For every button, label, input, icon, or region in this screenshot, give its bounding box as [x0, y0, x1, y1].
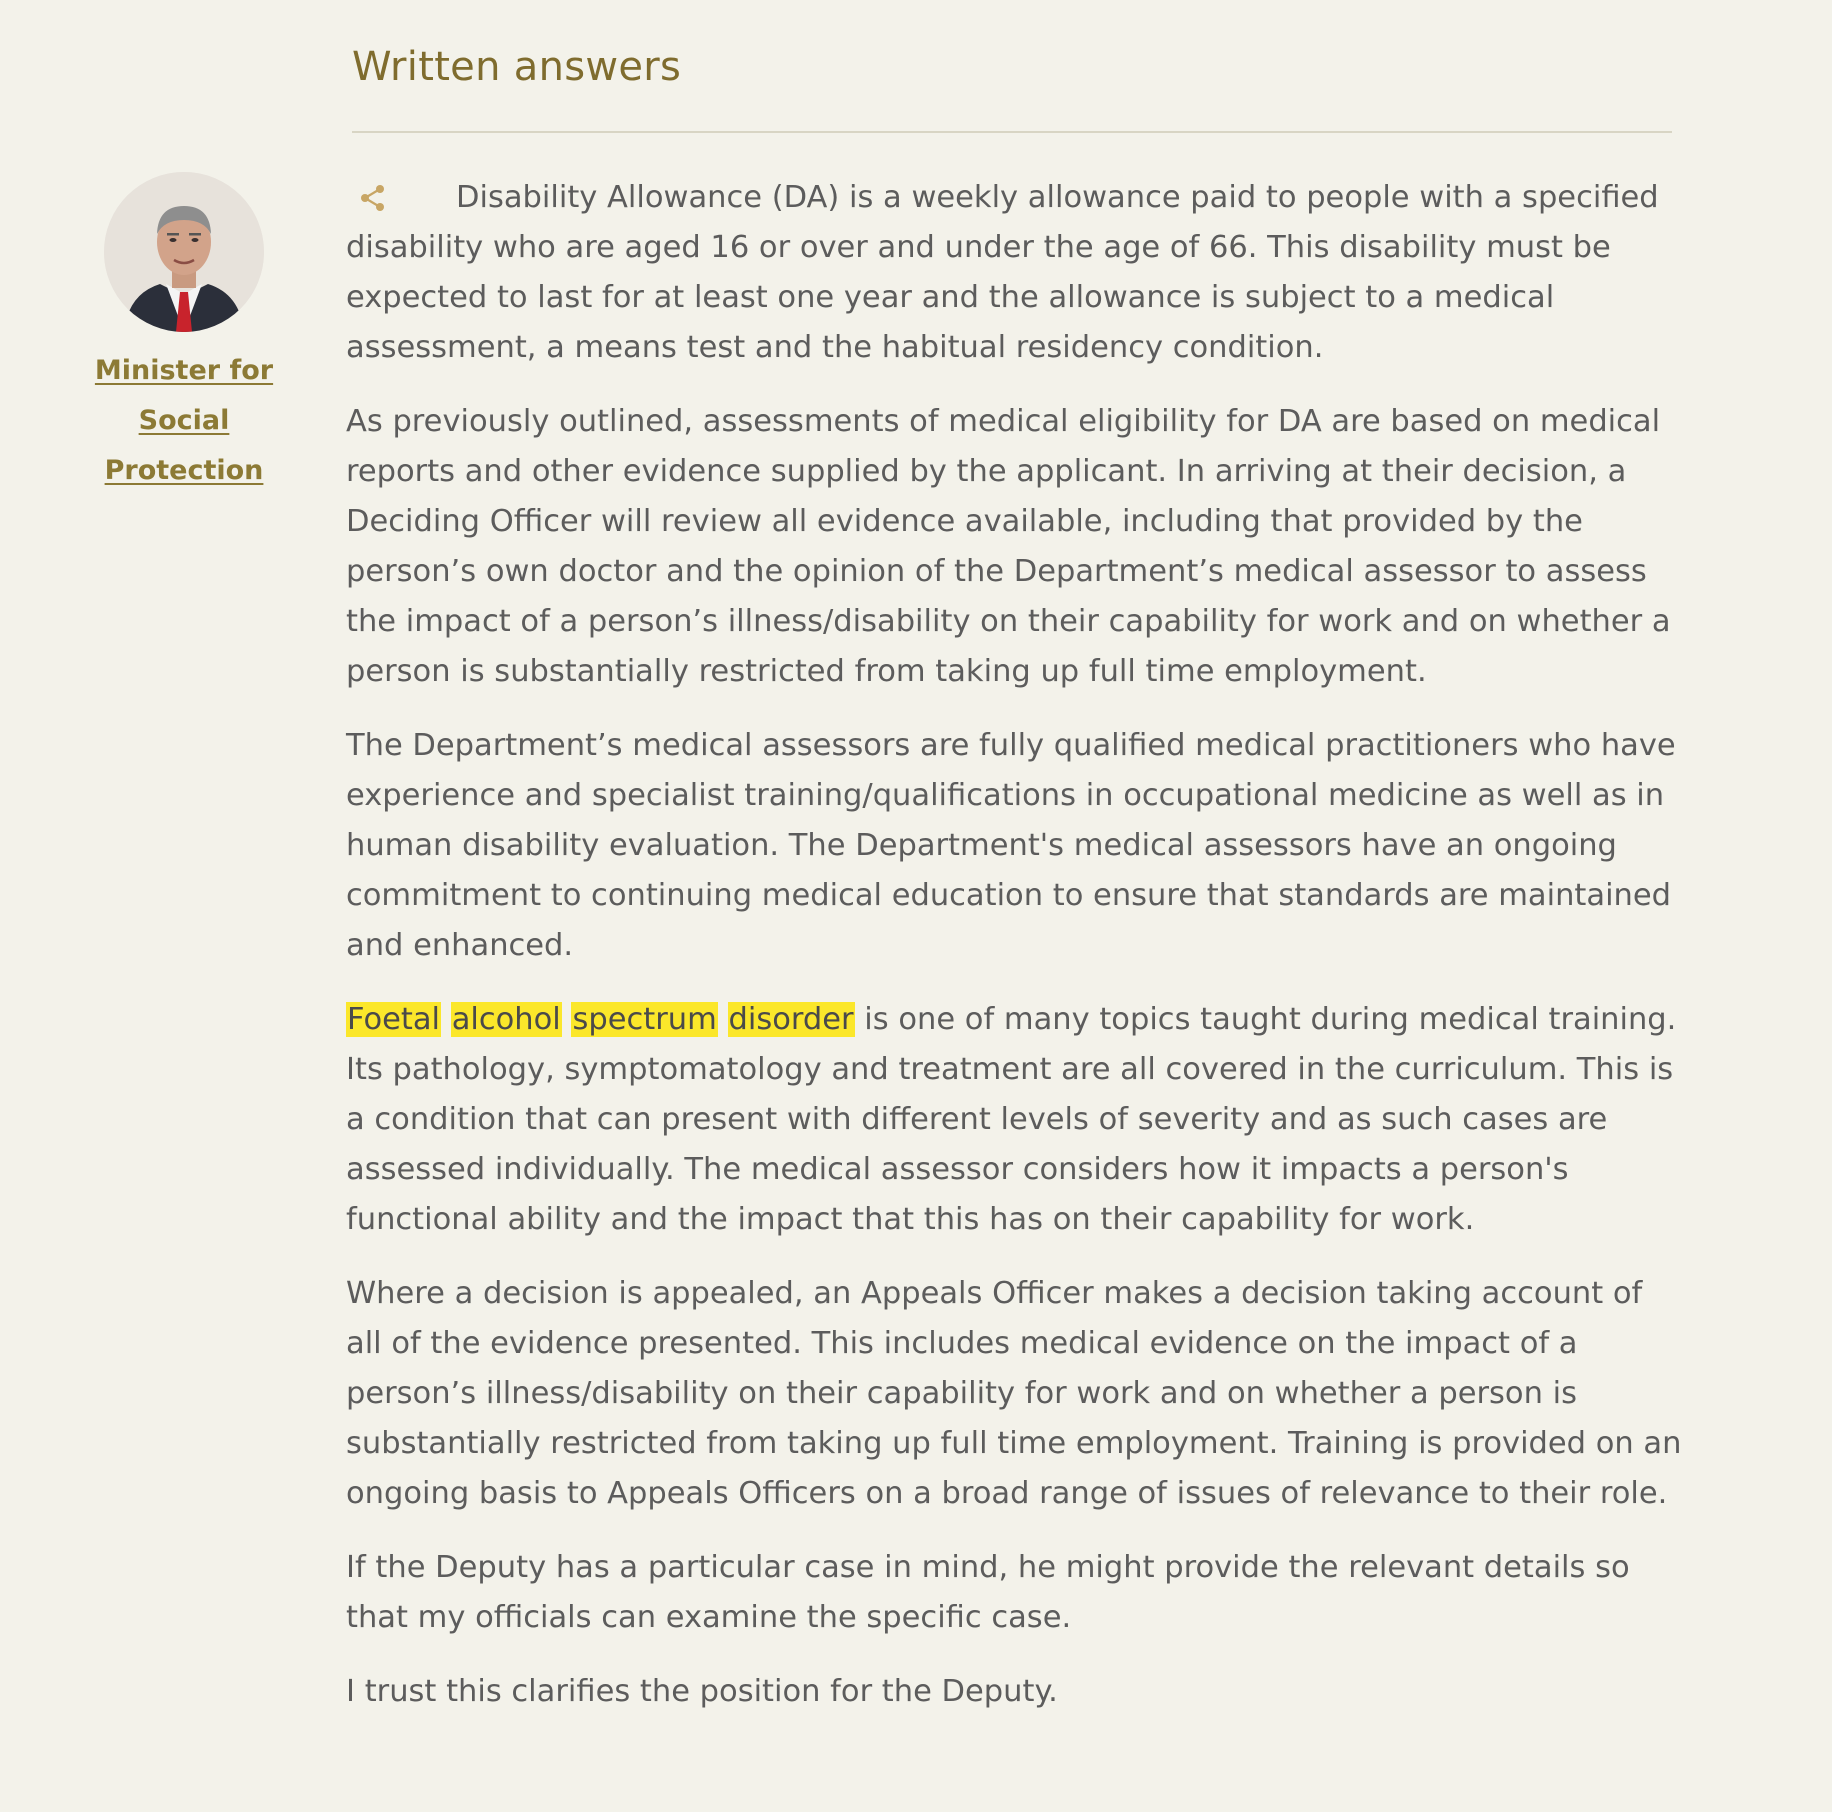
- search-highlight: disorder: [728, 1002, 854, 1037]
- avatar-image: [104, 172, 264, 332]
- speaker-panel: [80, 172, 288, 496]
- answer-paragraph: If the Deputy has a particular case in mind, he might provide the relevant details so that my officials can examine the specific case.: [346, 1550, 1630, 1635]
- paragraph-text: is one of many topics taught during medical training. Its pathology, symptomatology and treatment are all covered in the curriculum. This is a condition that can present with different levels of severity and as such cases are assessed individually. The medical assessor considers how it impacts a person's functional ability and the impact that this has on their capability for work.: [346, 1002, 1677, 1237]
- answer-paragraph: Where a decision is appealed, an Appeals Officer makes a decision taking account of all of the evidence presented. This includes medical evidence on the impact of a person’s illness/disability on their capability for work and on whether a person is substantially restricted from taking up full time employment. Training is provided on an ongoing basis to Appeals Officers on a broad range of issues of relevance to their role.: [346, 1276, 1682, 1511]
- answer-body: [346, 173, 1686, 1741]
- answer-paragraph: The Department’s medical assessors are fully qualified medical practitioners who have experience and specialist training/qualifications in occupational medicine as well as in human disability evaluation. The Department's medical assessors have an ongoing commitment to continuing medical education to ensure that standards are maintained and enhanced.: [346, 728, 1676, 963]
- answer-paragraph: As previously outlined, assessments of medical eligibility for DA are based on medical reports and other evidence supplied by the applicant. In arriving at their decision, a Deciding Officer will review all evidence available, including that provided by the person’s own doctor and the opinion of the Department’s medical assessor to assess the impact of a person’s illness/disability on their capability for work and on whether a person is substantially restricted from taking up full time employment.: [346, 404, 1671, 689]
- search-highlight: alcohol: [451, 1002, 561, 1037]
- page-title: Written answers: [352, 44, 682, 90]
- minister-role-link[interactable]: Minister for Social Protection: [94, 355, 274, 486]
- minister-portrait[interactable]: [104, 172, 264, 332]
- title-divider: [352, 131, 1672, 133]
- search-highlight: Foetal: [347, 1002, 441, 1037]
- search-highlight: spectrum: [572, 1002, 717, 1037]
- answer-paragraph-highlighted: [346, 995, 1686, 1245]
- answer-paragraph: Disability Allowance (DA) is a weekly allowance paid to people with a specified disability who are aged 16 or over and under the age of 66. This disability must be expected to last for at least one year and the allowance is subject to a medical assessment, a means test and the habitual residency condition.: [346, 180, 1659, 365]
- share-icon[interactable]: [358, 183, 388, 213]
- answer-paragraph: I trust this clarifies the position for the Deputy.: [346, 1674, 1058, 1709]
